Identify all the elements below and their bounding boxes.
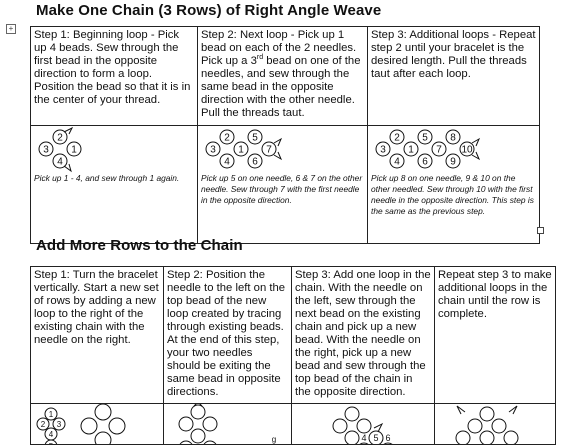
section1-diagram2-cell: [198, 126, 368, 244]
bead-label: g: [271, 435, 277, 444]
step2-text-rest: bead on one of the needles, and sew through the same bead in the opposite direction with the other needle. Pull the threads taut.: [201, 55, 361, 119]
bead-label: 8: [450, 132, 456, 144]
row-diagram-3: [292, 404, 435, 444]
bead: [345, 407, 359, 421]
bead-label: 2: [224, 132, 230, 144]
bead-label: 1: [238, 144, 244, 156]
row-diagram-1: [31, 404, 164, 444]
bead-label: 4: [48, 430, 54, 439]
section1-diagram3-cell: [368, 126, 540, 244]
section1-heading: Make One Chain (3 Rows) of Right Angle Weave: [36, 2, 382, 19]
row-step2-text: Step 2: Position the needle to the left on the top bead of the new loop created by tracing through existing beads. At the end of this step, your two needles should be exiting the same bead in opposite directions.: [167, 269, 286, 398]
bead: [203, 417, 217, 431]
bead: [179, 441, 193, 444]
bead: [492, 419, 506, 433]
bead-label: 1: [408, 144, 414, 156]
section1-step2-cell: [198, 27, 368, 126]
bead-label: 10: [461, 144, 473, 156]
bead-label: 1: [48, 410, 54, 419]
bead-label: 2: [394, 132, 400, 144]
bead: [357, 443, 371, 444]
section2-diagram4-cell: [435, 404, 556, 445]
bead-diagram-1: [34, 127, 194, 173]
section1-diagram1-cell: [31, 126, 198, 244]
thread-arrow-icon: [457, 406, 465, 414]
bead-diagram-2: [201, 127, 361, 173]
bead-label: 4: [224, 156, 230, 168]
section2-diagram3-cell: [292, 404, 435, 445]
bead: [81, 418, 97, 434]
section2-repeat-cell: [435, 267, 556, 404]
bead-label: 3: [210, 144, 216, 156]
bead-label: 7: [436, 144, 442, 156]
step3-text: Step 3: Additional loops - Repeat step 2 until your bracelet is the desired length. Pull the threads taut after each loop.: [371, 29, 536, 80]
bead-label: 6: [422, 156, 428, 168]
section2-table: [30, 266, 556, 445]
section2-diagram2-cell: [164, 404, 292, 445]
bead-label: 4: [361, 433, 367, 443]
bead-label: 5: [373, 433, 379, 443]
bead-label: 2: [40, 420, 46, 429]
bead-label: 7: [266, 144, 272, 156]
row-step1-text: Step 1: Turn the bracelet vertically. Start a new set of rows by adding a new loop to the right of the existing chain with the needle on the right.: [34, 269, 159, 346]
table-resize-handle-icon[interactable]: [537, 227, 544, 234]
step2-text: Step 2: Next loop - Pick up 1 bead on each of the 2 needles. Pick up a 3: [201, 29, 357, 67]
bead-label: 6: [385, 433, 391, 443]
bead: [345, 431, 359, 444]
bead: [95, 404, 111, 420]
bead-label: 5: [422, 132, 428, 144]
bead-label: 1: [71, 144, 77, 156]
bead-label: 9: [450, 156, 456, 168]
section1-step1-cell: [31, 27, 198, 126]
bead-label: 4: [57, 156, 63, 168]
bead-label: [49, 442, 54, 444]
bead: [95, 432, 111, 444]
section1-table: [30, 26, 540, 244]
bead-label: 3: [56, 420, 62, 429]
bead: [109, 418, 125, 434]
table-move-handle-icon[interactable]: +: [6, 24, 16, 34]
bead: [191, 429, 205, 443]
row-diagram-4: [435, 404, 556, 444]
bead-label: 3: [380, 144, 386, 156]
section2-step3-cell: [292, 267, 435, 404]
bead-label: 2: [57, 132, 63, 144]
diagram2-caption: Pick up 5 on one needle, 6 & 7 on the other needle. Sew through 7 with the first needle in the opposite direction.: [201, 173, 363, 205]
bead: [381, 443, 395, 444]
bead: [468, 419, 482, 433]
section2-diagram1-cell: [31, 404, 164, 445]
bead: [480, 431, 494, 444]
section2-step2-cell: [164, 267, 292, 404]
bead-label: 5: [252, 132, 258, 144]
bead-label: 4: [394, 156, 400, 168]
bead: [456, 431, 470, 444]
bead: [191, 405, 205, 419]
thread-arrow-icon: [509, 406, 517, 414]
row-step3-text: Step 3: Add one loop in the chain. With the needle on the left, sew through the next bead on the existing chain and pick up a new bead. With the needle on the right, pick up a new bead and sew through the top bead of the chain in the opposite direction.: [295, 269, 431, 398]
bead: [357, 419, 371, 433]
diagram1-caption: Pick up 1 - 4, and sew through 1 again.: [34, 173, 180, 183]
step1-text: Step 1: Beginning loop - Pick up 4 beads. Sew through the first bead in the opposite direction to form a loop. Position the bead so that it is in the center of your thread.: [34, 29, 191, 106]
bead-diagram-3: [371, 127, 537, 173]
section2-heading: Add More Rows to the Chain: [36, 237, 243, 254]
step2-superscript: rd: [256, 54, 264, 62]
bead-label: 3: [43, 144, 49, 156]
diagram3-caption: Pick up 8 on one needle, 9 & 10 on the other needled. Sew through 10 with the first needle in the opposite direction. This step is the same as the previous step.: [371, 173, 534, 216]
bead: [480, 407, 494, 421]
bead: [333, 419, 347, 433]
row-repeat-text: Repeat step 3 to make additional loops in the chain until the row is complete.: [438, 269, 552, 320]
bead-label: 6: [252, 156, 258, 168]
bead: [504, 431, 518, 444]
section1-step3-cell: [368, 27, 540, 126]
bead: [203, 441, 217, 444]
row-diagram-2: [164, 404, 292, 444]
section2-step1-cell: [31, 267, 164, 404]
bead: [179, 417, 193, 431]
